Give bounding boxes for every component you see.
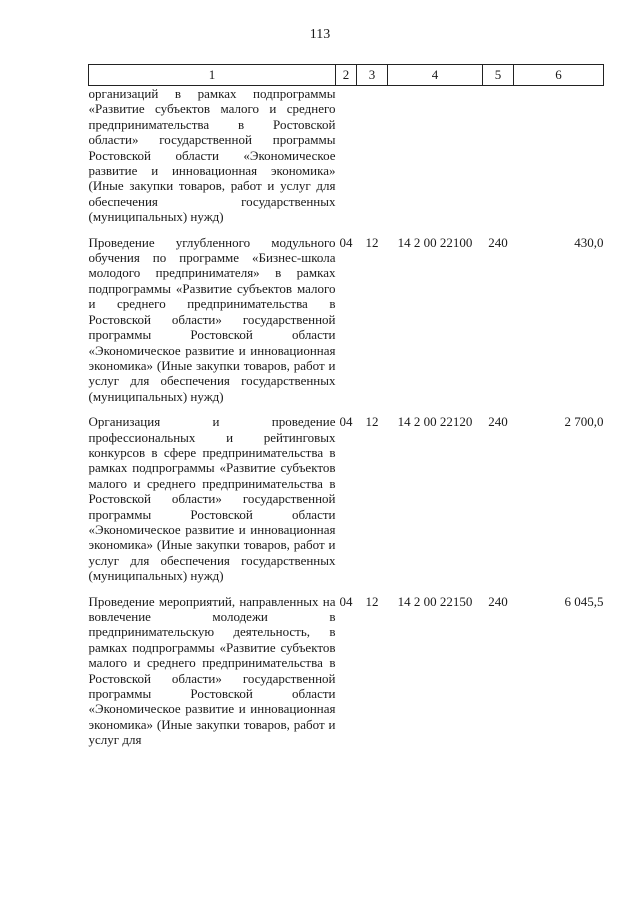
row-section xyxy=(336,86,357,225)
row-description: организаций в рамках подпрограммы «Развитие субъектов малого и среднего предпринимательства в Ростовской области» государственной программы Ростовской области «Экономическое развитие и инновационная экономика» (Иные закупки товаров, работ и услуг для обеспечения государственных (муниципальных) нужд) xyxy=(88,86,336,225)
row-description: Проведение мероприятий, направленных на вовлечение молодежи в предпринимательскую деятельность, в рамках подпрограммы «Развитие субъектов малого и среднего предпринимательства в Ростовской области» государственной программы Ростовской области «Экономическое развитие и инновационная экономика» (Иные закупки товаров, работ и услуг для xyxy=(88,593,336,748)
header-col-4: 4 xyxy=(388,65,483,86)
table-row xyxy=(89,225,604,404)
row-section: 04 xyxy=(339,234,353,250)
row-subsection: 12 xyxy=(365,234,379,250)
row-subsection xyxy=(357,86,388,225)
table-row xyxy=(89,584,604,748)
header-row xyxy=(89,65,604,86)
row-target-item: 14 2 00 22100 xyxy=(397,234,473,250)
header-col-5: 5 xyxy=(483,65,514,86)
table-body xyxy=(89,86,604,748)
header-col-2: 2 xyxy=(336,65,357,86)
row-subsection: 12 xyxy=(365,593,379,609)
row-amount: 6 045,5 xyxy=(564,593,604,609)
row-section: 04 xyxy=(339,414,353,430)
row-expense-type: 240 xyxy=(488,593,508,609)
row-target-item: 14 2 00 22120 xyxy=(397,414,473,430)
row-target-item xyxy=(388,86,483,225)
table-row xyxy=(89,404,604,583)
row-amount: 430,0 xyxy=(574,234,604,250)
row-amount: 2 700,0 xyxy=(564,414,604,430)
row-description: Организация и проведение профессиональных и рейтинговых конкурсов в сфере предпринимательства в рамках подпрограммы «Развитие субъектов малого и среднего предпринимательства в Ростовской области» государственной программы Ростовской области «Экономическое развитие и инновационная экономика» (Иные закупки товаров, работ и услуг для обеспечения государственных (муниципальных) нужд) xyxy=(88,414,336,584)
row-subsection: 12 xyxy=(365,414,379,430)
row-expense-type: 240 xyxy=(488,414,508,430)
row-description: Проведение углубленного модульного обучения по программе «Бизнес-школа молодого предпринимателя» в рамках подпрограммы «Развитие субъектов малого и среднего предпринимательства в Ростовской области» государственной программы Ростовской области «Экономическое развитие и инновационная экономика» (Иные закупки товаров, работ и услуг для обеспечения государственных (муниципальных) нужд) xyxy=(88,234,336,404)
row-section: 04 xyxy=(339,593,353,609)
row-amount xyxy=(514,86,604,225)
budget-table xyxy=(88,64,604,748)
page-number: 113 xyxy=(309,27,331,42)
header-col-3: 3 xyxy=(357,65,388,86)
row-expense-type: 240 xyxy=(488,234,508,250)
header-col-1: 1 xyxy=(89,65,336,86)
header-col-6: 6 xyxy=(514,65,604,86)
row-expense-type xyxy=(483,86,514,225)
table-header xyxy=(89,65,604,86)
table-row xyxy=(89,86,604,225)
row-target-item: 14 2 00 22150 xyxy=(397,593,473,609)
